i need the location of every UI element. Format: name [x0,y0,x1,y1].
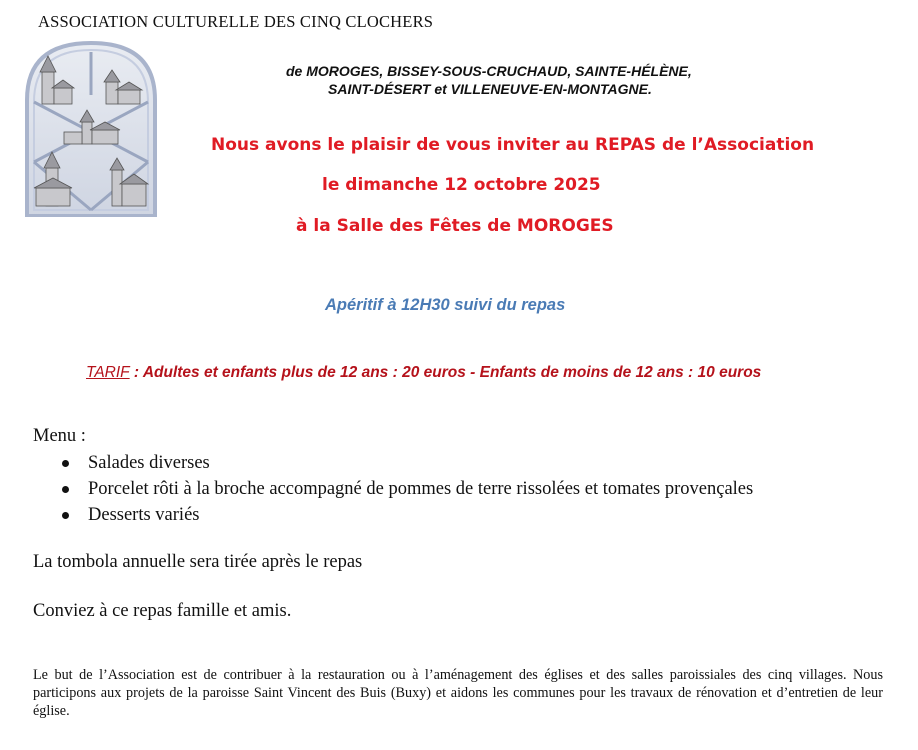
bullet-icon [62,512,69,519]
invite-family-note: Conviez à ce repas famille et amis. [33,601,292,621]
menu-item-text: Salades diverses [88,453,210,473]
menu-heading: Menu : [33,426,86,446]
villages-line-1: de MOROGES, BISSEY-SOUS-CRUCHAUD, SAINTE-HÉLÈNE, [286,63,692,79]
tarif-line [86,364,761,382]
list-item [62,452,753,478]
tombola-note: La tombola annuelle sera tirée après le repas [33,552,363,572]
invitation-date: le dimanche 12 octobre 2025 [322,175,601,195]
aperitif-time: Apéritif à 12H30 suivi du repas [325,296,566,314]
association-purpose-footer: Le but de l’Association est de contribuer à la restauration ou à l’aménagement des églises et des salles paroissiales des cinq villages. Nous participons aux projets de la paroisse Saint Vincent des Buis (Buxy) et aidons les communes pour les travaux de rénovation et d’entretien de leur église. [33,667,883,719]
invitation-line-1: Nous avons le plaisir de vous inviter au REPAS de l’Association [211,135,815,155]
stained-glass-churches-logo [24,40,158,217]
invitation-venue: à la Salle des Fêtes de MOROGES [296,216,614,236]
bullet-icon [62,460,69,467]
list-item [62,478,753,504]
list-item [62,504,753,530]
tarif-label: TARIF [86,364,130,381]
association-title: ASSOCIATION CULTURELLE DES CINQ CLOCHERS [38,12,434,31]
tarif-text: : Adultes et enfants plus de 12 ans : 20 euros - Enfants de moins de 12 ans : 10 euros [129,364,762,381]
villages-line-2: SAINT-DÉSERT et VILLENEUVE-EN-MONTAGNE. [328,81,652,97]
menu-list [62,452,753,530]
bullet-icon [62,486,69,493]
menu-item-text: Desserts variés [88,505,200,525]
menu-item-text: Porcelet rôti à la broche accompagné de pommes de terre rissolées et tomates provençales [88,479,754,499]
